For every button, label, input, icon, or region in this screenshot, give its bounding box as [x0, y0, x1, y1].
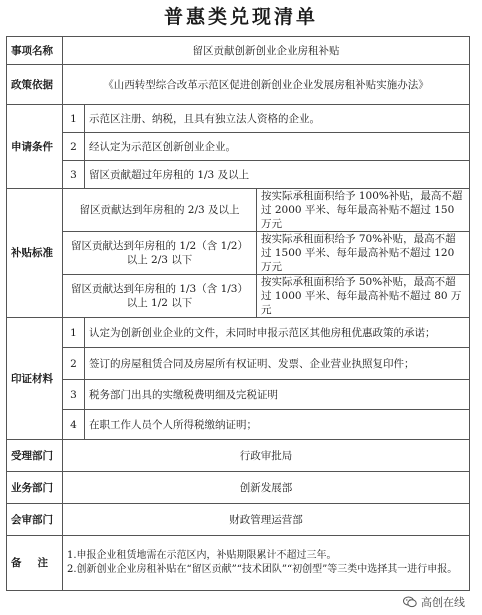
- note-line: 2.创新创业企业房租补贴在“留区贡献”“技术团队”“初创型”等三类中选择其一进行申报。: [67, 564, 458, 575]
- accept-dept-label: 受理部门: [7, 440, 63, 472]
- conditions-label: 申请条件: [7, 105, 63, 189]
- notes-label: [7, 536, 63, 591]
- material-num: 4: [63, 410, 85, 440]
- subsidy-condition: 留区贡献达到年房租的 1/3（含 1/3）以上 1/2 以下: [63, 275, 257, 318]
- policy-value: 《山西转型综合改革示范区促进创新创业企业发展房租补贴实施办法》: [63, 65, 470, 105]
- accept-dept-value: 行政审批局: [63, 440, 470, 472]
- page-title: 普惠类兑现清单: [163, 6, 318, 28]
- condition-num: 1: [63, 105, 85, 133]
- policy-table: [6, 36, 470, 591]
- subsidy-condition: 留区贡献达到年房租的 2/3 及以上: [63, 189, 257, 232]
- row-accept-dept: [7, 440, 470, 472]
- row-material: [7, 380, 470, 410]
- business-dept-label: 业务部门: [7, 472, 63, 504]
- row-subsidy: [7, 189, 470, 232]
- row-item-name: [7, 37, 470, 65]
- subsidy-condition: 留区贡献达到年房租的 1/2（含 1/2）以上 2/3 以下: [63, 232, 257, 275]
- policy-label: 政策依据: [7, 65, 63, 105]
- materials-label: 印证材料: [7, 318, 63, 440]
- material-text: 签订的房屋租赁合同及房屋所有权证明、发票、企业营业执照复印件；: [85, 348, 470, 380]
- material-num: 1: [63, 318, 85, 348]
- subsidy-rule: 按实际承租面积给予 100%补贴，最高不超过 2000 平米、每年最高补贴不超过 150 万元: [257, 189, 470, 232]
- material-text: 认定为创新创业企业的文件，未同时申报示范区其他房租优惠政策的承诺；: [85, 318, 470, 348]
- review-dept-label: 会审部门: [7, 504, 63, 536]
- row-policy: [7, 65, 470, 105]
- row-condition: [7, 133, 470, 161]
- row-material: [7, 318, 470, 348]
- notes-content: [63, 536, 470, 591]
- condition-text: 经认定为示范区创新创业企业。: [85, 133, 470, 161]
- wechat-icon: [403, 596, 417, 608]
- subsidy-label: 补贴标准: [7, 189, 63, 318]
- note-line: 1.申报企业租赁地需在示范区内，补贴期限累计不超过三年。: [67, 550, 337, 561]
- material-text: 在职工作人员个人所得税缴纳证明；: [85, 410, 470, 440]
- row-material: [7, 348, 470, 380]
- material-num: 2: [63, 348, 85, 380]
- watermark-text: 高创在线: [421, 596, 465, 609]
- condition-num: 3: [63, 161, 85, 189]
- review-dept-value: 财政管理运营部: [63, 504, 470, 536]
- business-dept-value: 创新发展部: [63, 472, 470, 504]
- watermark: [400, 593, 468, 611]
- row-business-dept: [7, 472, 470, 504]
- row-subsidy: [7, 275, 470, 318]
- subsidy-rule: 按实际承租面积给予 70%补贴，最高不超过 1500 平米、每年最高补贴不超过 120 万元: [257, 232, 470, 275]
- item-name-label: 事项名称: [7, 37, 63, 65]
- notes-label-a: 备: [11, 557, 22, 569]
- row-material: [7, 410, 470, 440]
- item-name-value: 留区贡献创新创业企业房租补贴: [63, 37, 470, 65]
- row-subsidy: [7, 232, 470, 275]
- row-notes: [7, 536, 470, 591]
- row-condition: [7, 161, 470, 189]
- material-num: 3: [63, 380, 85, 410]
- condition-num: 2: [63, 133, 85, 161]
- notes-label-b: 注: [37, 557, 48, 569]
- row-review-dept: [7, 504, 470, 536]
- condition-text: 留区贡献超过年房租的 1/3 及以上: [85, 161, 470, 189]
- material-text: 税务部门出具的实缴税费明细及完税证明: [85, 380, 470, 410]
- row-condition: [7, 105, 470, 133]
- subsidy-rule: 按实际承租面积给予 50%补贴，最高不超过 1000 平米、每年最高补贴不超过 80 万元: [257, 275, 470, 318]
- condition-text: 示范区注册、纳税，且具有独立法人资格的企业。: [85, 105, 470, 133]
